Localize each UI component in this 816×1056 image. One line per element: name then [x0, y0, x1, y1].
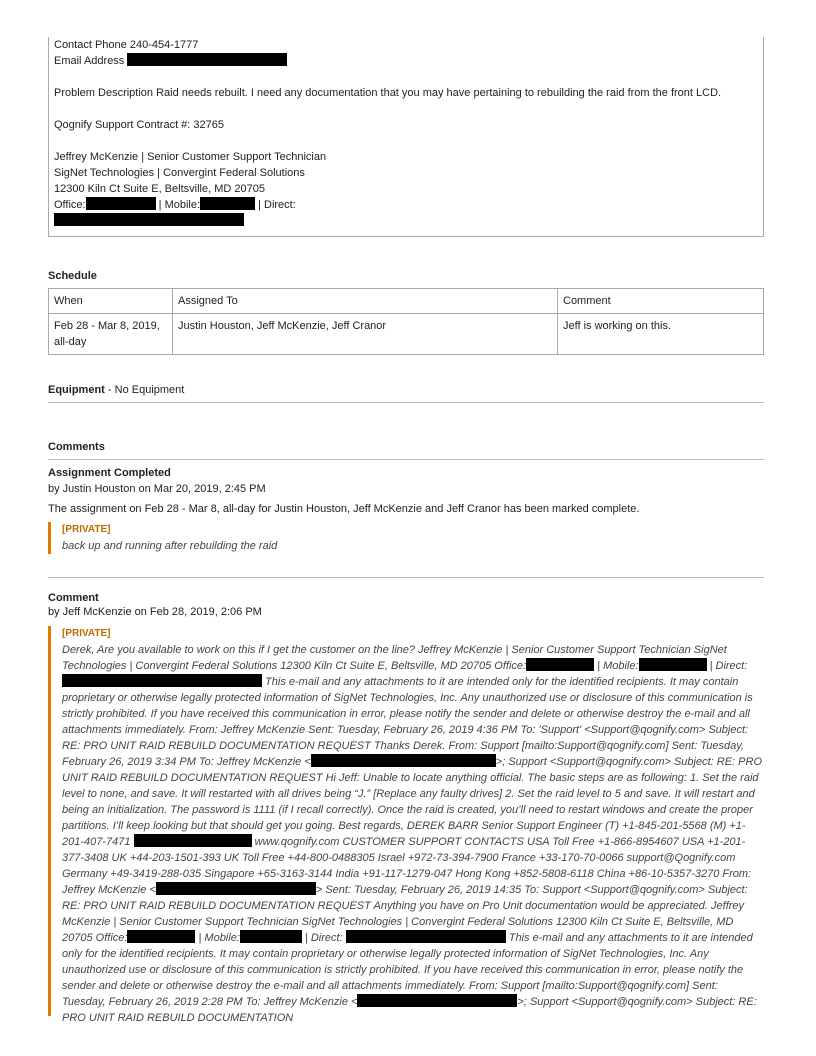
- cell-when: Feb 28 - Mar 8, 2019, all-day: [49, 314, 173, 355]
- email-thread: Derek, Are you available to work on this if I get the customer on the line? Jeffrey McKenzie | Senior Customer Support Technician SigNet Technologies | Convergint Federal Solutions 12300 Kiln Ct Suite E, Beltsville, MD 20705 Office: | Mobile: | Direct: This e-mail and any attachments to it are intended only for the identified recipients. It may contain proprietary or otherwise legally protected information of SigNet Technologies, Inc. Any unauthorized use or disclosure of this communication is strictly prohibited. If you have received this communication in error, please notify the sender and delete or otherwise destroy the e-mail and all attachments immediately. From: Jeffrey McKenzie Sent: Tuesday, February 26, 2019 4:36 PM To: 'Support' <Support@qognify.com> Subject: RE: PRO UNIT RAID REBUILD DOCUMENTATION REQUEST Thanks Derek. From: Support [mailto:Support@qognify.com] Sent: Tuesday, February 26, 2019 3:34 PM To: Jeffrey McKenzie < >; Support <Support@qognify.com> Subject: RE: PRO UNIT RAID REBUILD DOCUMENTATION REQUEST Hi Jeff: Unable to locate anything official. The basic steps are as following: 1. Set the raid level to none, and save. It will restarted with all drives being “J.” [Replace any faulty drives] 2. Set the raid level to 5 and save. It will restart and being an initialization. The password is 1111 (if I recall correctly). Once the raid is created, you’ll need to restart windows and create the proper partitions. I’ll keep looking but that should get you going. Best regards, DEREK BARR Senior Support Engineer (T) +1-845-201-5568 (M) +1-201-407-7471 www.qognify.com CUSTOMER SUPPORT CONTACTS USA Toll Free +1-866-8954607 USA +1-201-377-3408 UK +44-203-1501-393 UK Toll Free +44-800-0488305 Israel +972-73-394-7900 France +33-170-70-0066 support@Qognify.com Germany +49-3419-288-035 Singapore +65-3163-3144 India +91-117-1279-047 Hong Kong +852-5808-6118 China +86-10-5357-3270 From: Jeffrey McKenzie < > Sent: Tuesday, February 26, 2019 14:35 To: Support <Support@qognify.com> Subject: RE: PRO UNIT RAID REBUILD DOCUMENTATION REQUEST Anything you have on Pro Unit documentation would be appreciated. Jeffrey McKenzie | Senior Customer Support Technician SigNet Technologies | Convergint Federal Solutions 12300 Kiln Ct Suite E, Beltsville, MD 20705 Office: | Mobile: | Direct: This e-mail and any attachments to it are intended only for the identified recipients. It may contain proprietary or otherwise legally protected information of SigNet Technologies, Inc. Any unauthorized use or disclosure of this communication is strictly prohibited. If you have received this communication in error, please notify the sender and delete or otherwise destroy the e-mail and all attachments immediately. From: Support [mailto:Support@qognify.com] Sent: Tuesday, February 26, 2019 2:28 PM To: Jeffrey McKenzie < >; Support <Support@qognify.com> Subject: RE: PRO UNIT RAID REBUILD DOCUMENTATION: [62, 644, 763, 1024]
- support-contract: Qognify Support Contract #: 32765: [54, 119, 224, 131]
- private-label: [PRIVATE]: [62, 628, 111, 639]
- redaction: [311, 754, 496, 767]
- col-when: When: [49, 289, 173, 314]
- signature-company: SigNet Technologies | Convergint Federal Solutions: [54, 167, 305, 179]
- schedule-table: [48, 288, 764, 355]
- cell-assigned: Justin Houston, Jeff McKenzie, Jeff Cranor: [173, 314, 558, 355]
- ticket-description: [48, 37, 764, 237]
- private-label: [PRIVATE]: [62, 524, 111, 535]
- table-header-row: [49, 289, 764, 314]
- signature-name: Jeffrey McKenzie | Senior Customer Support Technician: [54, 151, 327, 163]
- redaction: [526, 658, 594, 671]
- redaction: [127, 930, 195, 943]
- private-note: [48, 626, 763, 1024]
- contact-phone: Contact Phone 240-454-1777: [54, 39, 199, 51]
- redaction: [639, 658, 707, 671]
- comment-byline: by Justin Houston on Mar 20, 2019, 2:45 PM: [48, 483, 266, 495]
- comments-heading: Comments: [48, 441, 105, 453]
- divider: [48, 577, 764, 578]
- private-note: [48, 522, 277, 554]
- comment-title: Comment: [48, 592, 99, 604]
- redaction: [156, 882, 316, 895]
- problem-description: Problem Description Raid needs rebuilt. I need any documentation that you may have pertaining to rebuilding the raid from the front LCD.: [54, 87, 722, 99]
- divider: [48, 459, 764, 460]
- equipment-line: [48, 382, 184, 398]
- redaction: [357, 994, 517, 1007]
- redaction: [127, 53, 287, 66]
- equipment-label: Equipment: [48, 384, 105, 396]
- divider: [48, 402, 764, 403]
- cell-comment: Jeff is working on this.: [558, 314, 764, 355]
- redaction: [54, 213, 244, 226]
- comment-title: Assignment Completed: [48, 467, 171, 479]
- col-assigned: Assigned To: [173, 289, 558, 314]
- signature-address: 12300 Kiln Ct Suite E, Beltsville, MD 20705: [54, 183, 265, 195]
- table-row: [49, 314, 764, 355]
- col-comment: Comment: [558, 289, 764, 314]
- signature-phones: Office: | Mobile: | Direct:: [54, 199, 296, 211]
- redaction: [62, 674, 262, 687]
- redaction: [86, 197, 156, 210]
- comment-byline: by Jeff McKenzie on Feb 28, 2019, 2:06 PM: [48, 606, 262, 618]
- redaction: [134, 834, 252, 847]
- redaction: [346, 930, 506, 943]
- equipment-value: - No Equipment: [104, 384, 185, 396]
- schedule-heading: Schedule: [48, 270, 97, 282]
- comment-body: The assignment on Feb 28 - Mar 8, all-day for Justin Houston, Jeff McKenzie and Jeff Cranor has been marked complete.: [48, 503, 640, 515]
- redaction: [240, 930, 302, 943]
- private-text: back up and running after rebuilding the raid: [62, 540, 278, 552]
- signature-direct-line: [54, 213, 763, 229]
- email-address: Email Address: [54, 53, 763, 69]
- redaction: [200, 197, 255, 210]
